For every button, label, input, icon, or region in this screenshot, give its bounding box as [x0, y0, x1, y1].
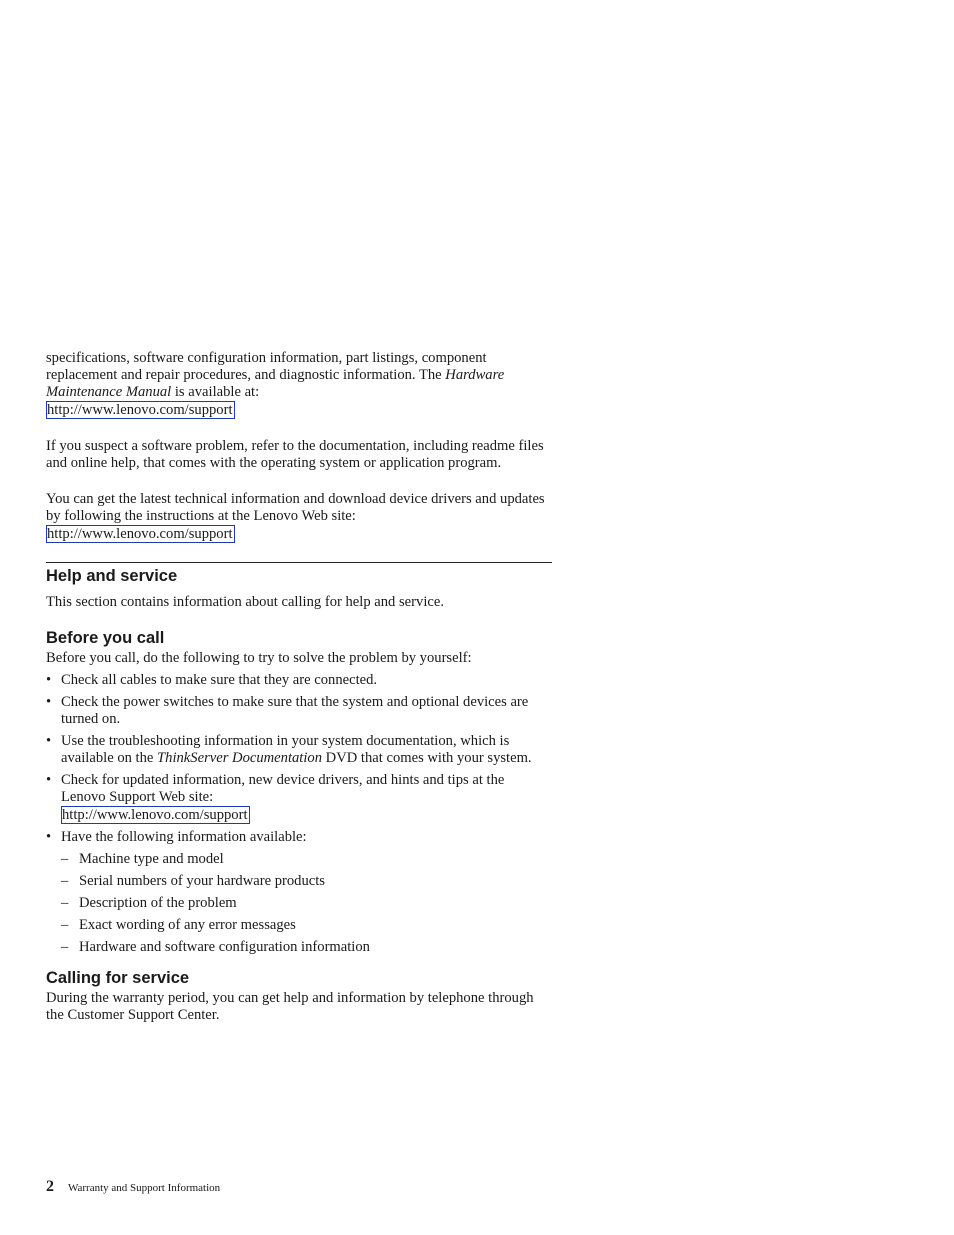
- sublist-item: – Hardware and software configuration information: [61, 939, 552, 956]
- support-link-2[interactable]: http://www.lenovo.com/support: [47, 526, 233, 542]
- before-call-heading: Before you call: [46, 629, 165, 647]
- sublist-item: – Serial numbers of your hardware products: [61, 873, 552, 890]
- calling-service-text: During the warranty period, you can get help and information by telephone through the Customer Support Center.: [46, 990, 534, 1023]
- page-number: 2: [46, 1178, 54, 1195]
- dvd-title: ThinkServer Documentation: [157, 750, 323, 766]
- list-item-text: Check for updated information, new device drivers, and hints and tips at the Lenovo Support Web site:: [61, 772, 505, 805]
- footer-doc-title: Warranty and Support Information: [68, 1182, 221, 1194]
- sublist-item: – Description of the problem: [61, 895, 552, 912]
- page-footer: [46, 1178, 220, 1197]
- before-call-list: [46, 672, 552, 956]
- manual-title: Hardware Maintenance Manual: [46, 367, 505, 400]
- list-item: [46, 772, 552, 824]
- intro-text-end: is available at:: [171, 384, 260, 400]
- support-link-3[interactable]: http://www.lenovo.com/support: [62, 807, 248, 823]
- help-service-text: This section contains information about calling for help and service.: [46, 594, 444, 610]
- list-item: • Check all cables to make sure that they are connected.: [46, 672, 552, 689]
- before-call-intro: Before you call, do the following to try to solve the problem by yourself:: [46, 650, 472, 666]
- help-service-heading: Help and service: [46, 567, 178, 585]
- list-item-text-end: DVD that comes with your system.: [322, 750, 532, 766]
- list-item: [46, 733, 552, 767]
- sublist-item: – Exact wording of any error messages: [61, 917, 552, 934]
- intro-paragraph-3-text: You can get the latest technical information and download device drivers and updates by following the instructions at the Lenovo Web site:: [46, 491, 545, 524]
- info-sublist: [61, 851, 552, 956]
- support-link-1[interactable]: http://www.lenovo.com/support: [47, 402, 233, 418]
- intro-paragraph-1: [46, 350, 552, 419]
- list-item: • Check the power switches to make sure that the system and optional devices are turned on.: [46, 694, 552, 728]
- intro-paragraph-2: If you suspect a software problem, refer to the documentation, including readme files and online help, that comes with the operating system or application program.: [46, 438, 544, 471]
- list-item: [46, 829, 552, 956]
- list-item-text: Have the following information available:: [61, 829, 307, 845]
- sublist-item: – Machine type and model: [61, 851, 552, 868]
- intro-text: specifications, software configuration information, part listings, component replacement and repair procedures, and diagnostic information. The: [46, 350, 487, 383]
- intro-paragraph-3: [46, 491, 552, 543]
- page-content: [46, 350, 552, 1024]
- list-item-text: Use the troubleshooting information in your system documentation, which is available on the: [61, 733, 510, 766]
- section-divider: [46, 562, 552, 563]
- calling-service-heading: Calling for service: [46, 969, 190, 987]
